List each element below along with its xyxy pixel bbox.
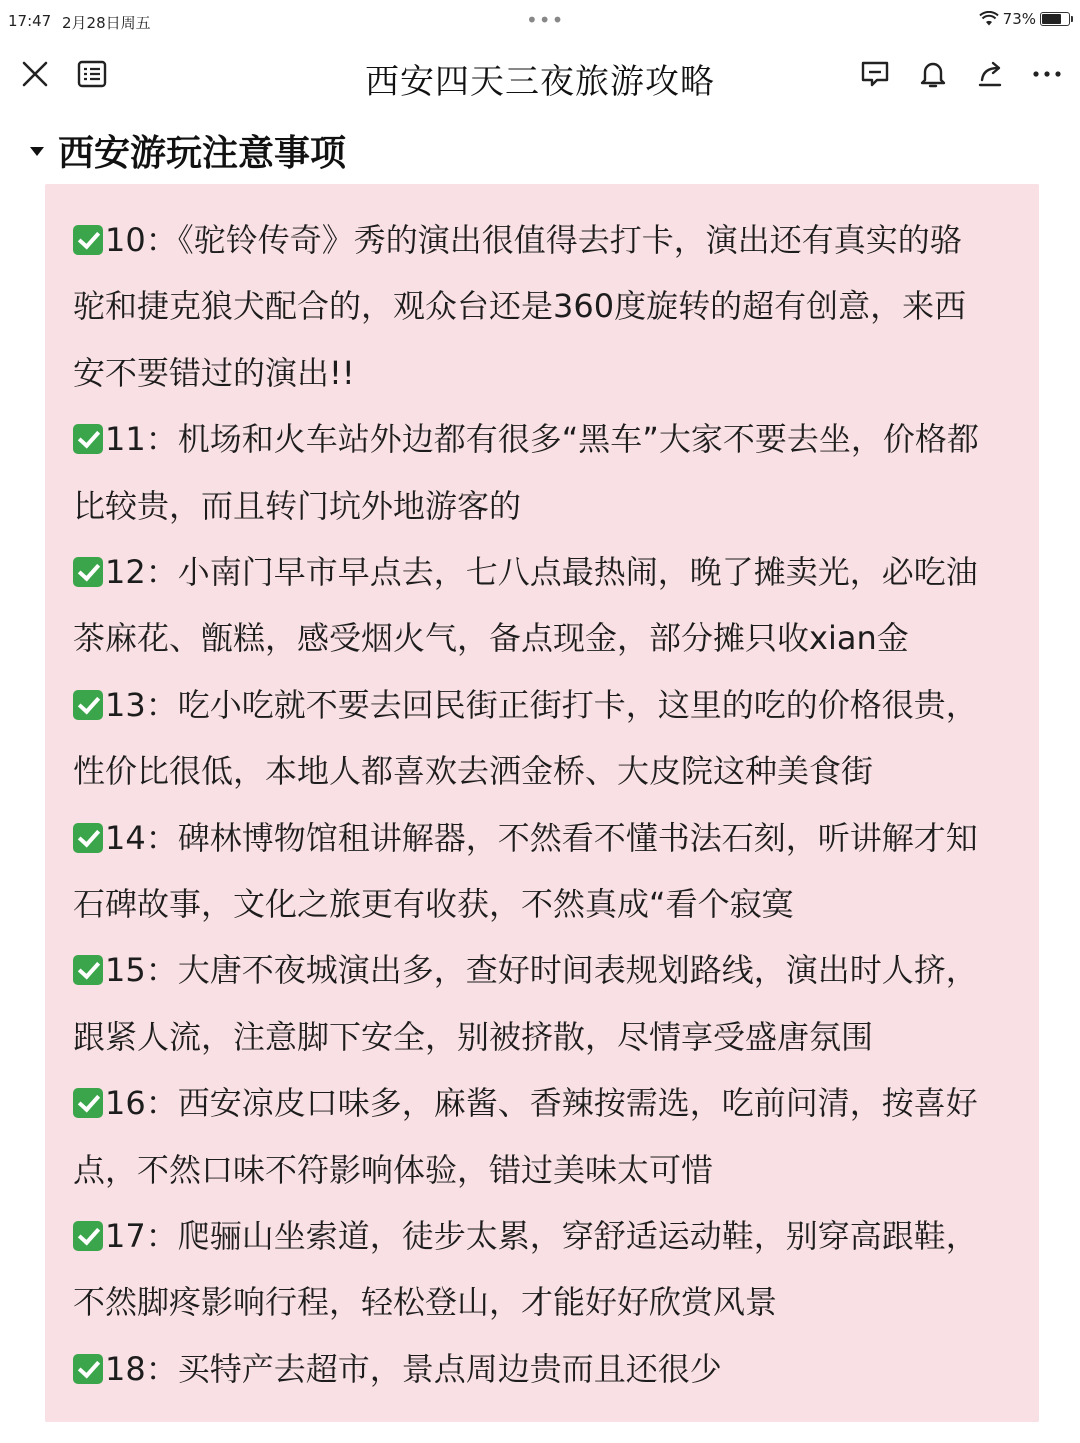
note-item-line <box>73 353 355 393</box>
section-title: 西安游玩注意事项 <box>58 132 347 174</box>
note-item-line <box>73 618 909 658</box>
note-item-first-line <box>73 685 978 725</box>
note-text: 18：买特产去超市，景点周边贵而且还很少 <box>105 1349 722 1388</box>
note-text: 安不要错过的演出!! <box>73 353 355 392</box>
collapse-caret-icon[interactable] <box>30 147 44 156</box>
note-item-first-line <box>73 1349 722 1389</box>
note-item-first-line <box>73 1083 978 1123</box>
note-text: 16：西安凉皮口味多，麻酱、香辣按需选，吃前问清，按喜好 <box>105 1084 978 1123</box>
document-title: 西安四天三夜旅游攻略 <box>365 62 715 102</box>
check-mark-icon <box>73 1221 103 1251</box>
bell-icon[interactable] <box>915 56 951 92</box>
note-text: 性价比很低，本地人都喜欢去洒金桥、大皮院这种美食街 <box>73 752 874 791</box>
note-item-first-line <box>73 419 979 459</box>
check-mark-icon <box>73 424 103 454</box>
note-text: 11：机场和火车站外边都有很多“黑车”大家不要去坐，价格都 <box>105 420 979 459</box>
note-text: 15：大唐不夜城演出多，查好时间表规划路线，演出时人挤， <box>105 951 978 990</box>
note-text: 石碑故事，文化之旅更有收获，不然真成“看个寂寞 <box>73 885 794 923</box>
battery-icon <box>1040 12 1070 26</box>
comment-icon[interactable] <box>857 56 893 92</box>
note-text: 13：吃小吃就不要去回民街正街打卡，这里的吃的价格很贵， <box>105 685 978 724</box>
highlight-block <box>45 184 1039 1422</box>
check-mark-icon <box>73 955 103 985</box>
note-text: 10：《驼铃传奇》秀的演出很值得去打卡，演出还有真实的骆 <box>105 221 962 259</box>
note-text: 茶麻花、甑糕，感受烟火气，备点现金，部分摊只收xian金 <box>73 619 909 658</box>
note-item-line <box>73 286 966 326</box>
status-indicators <box>979 10 1070 28</box>
note-text: 不然脚疼影响行程，轻松登山，才能好好欣赏风景 <box>73 1283 778 1322</box>
note-item-first-line <box>73 552 978 592</box>
note-item-first-line <box>73 1216 978 1256</box>
wifi-icon <box>979 11 999 27</box>
top-toolbar <box>0 44 1080 110</box>
more-icon[interactable] <box>1029 56 1065 92</box>
note-item-first-line <box>73 950 978 990</box>
note-text: 17：爬骊山坐索道，徒步太累，穿舒适运动鞋，别穿高跟鞋， <box>105 1217 978 1255</box>
note-text: 12：小南门早市早点去，七八点最热闹，晚了摊卖光，必吃油 <box>105 553 978 591</box>
note-item-line <box>73 1017 873 1057</box>
check-mark-icon <box>73 690 103 720</box>
note-text: 点，不然口味不符影响体验，错过美味太可惜 <box>73 1150 714 1189</box>
note-text: 跟紧人流，注意脚下安全，别被挤散，尽情享受盛唐氛围 <box>73 1017 874 1056</box>
check-mark-icon <box>73 823 103 853</box>
status-time: 17:47 <box>8 12 52 30</box>
status-bar <box>0 0 1080 44</box>
note-item-first-line <box>73 220 962 260</box>
check-mark-icon <box>73 1088 103 1118</box>
note-item-line <box>73 486 521 526</box>
note-item-first-line <box>73 818 978 858</box>
status-date: 2月28日周五 <box>62 14 151 32</box>
battery-level <box>1042 14 1061 24</box>
share-icon[interactable] <box>972 56 1008 92</box>
check-mark-icon <box>73 557 103 587</box>
note-text: 比较贵，而且转门坑外地游客的 <box>73 486 522 525</box>
note-item-line <box>73 751 873 791</box>
battery-percent: 73% <box>1002 10 1036 28</box>
note-item-line <box>73 1150 713 1190</box>
note-text: 驼和捷克狼犬配合的，观众台还是360度旋转的超有创意，来西 <box>73 287 967 326</box>
section-heading[interactable] <box>30 122 346 178</box>
note-text: 14：碑林博物馆租讲解器，不然看不懂书法石刻，听讲解才知 <box>105 818 978 857</box>
multitask-dots[interactable]: ••• <box>526 8 565 32</box>
note-item-line <box>73 884 794 924</box>
check-mark-icon <box>73 225 103 255</box>
note-item-line <box>73 1282 777 1322</box>
check-mark-icon <box>73 1354 103 1384</box>
